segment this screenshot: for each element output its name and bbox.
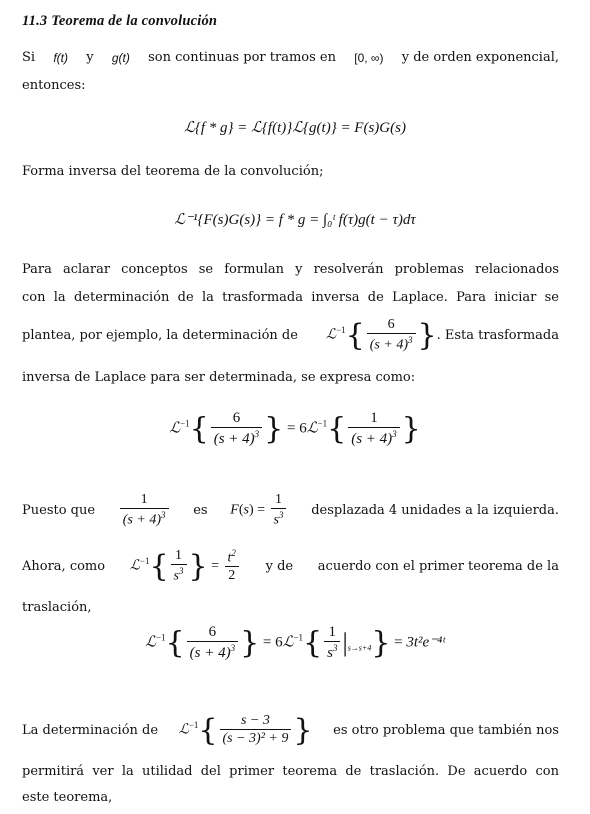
formula-1-text: ℒ{f * g} = ℒ{f(t)}ℒ{g(t)} = F(s)G(s) (184, 120, 406, 136)
para2-a: La determinación de (22, 722, 159, 738)
puesto-b: desplazada 4 unidades a la izquierda. (311, 502, 559, 518)
puesto-es: es (193, 502, 208, 518)
section-heading: 11.3 Teorema de la convolución (22, 13, 218, 29)
para2-line-3: este teorema, (22, 790, 113, 805)
result-value: 3t²e⁻⁴ᵗ (406, 634, 445, 651)
para1-line-3 (22, 318, 559, 352)
para2-b: es otro problema que también nos (333, 722, 559, 738)
inverse-intro: Forma inversa del teorema de la convolución; (22, 164, 324, 179)
para2-expr: ℒ$^{-1}${ $\frac{s - 3}{\text{(s − 3)² + 9}}$ } (178, 712, 313, 748)
eq2-den-b: (s + 4) (351, 431, 393, 447)
frac-numerator: 6 (387, 316, 395, 332)
para1-line-2 (22, 290, 559, 305)
puesto-den: (s + 4) (122, 512, 161, 528)
intro-line-1 (22, 50, 559, 65)
eq2-num-6: 6 (232, 410, 241, 426)
para1-line-1-text: Para aclarar conceptos se formulan y resolverán problemas relacionados (22, 262, 559, 277)
para1-line-4: inversa de Laplace para ser determinada, se expresa como: (22, 370, 416, 385)
para2-line-2-text: permitirá ver la utilidad del primer teorema de traslación. De acuerdo con (22, 764, 559, 779)
intro-line-2: entonces: (22, 78, 86, 93)
intro-rest: son continuas por tramos en (148, 50, 336, 65)
ahora-c: acuerdo con el primer teorema de la (317, 558, 559, 574)
para2-line-1 (22, 710, 559, 750)
intro-y: y (86, 50, 94, 65)
intro-g: g(t) (111, 50, 130, 65)
shift-subscript: s→s+4 (347, 643, 372, 653)
frac-denominator: (s + 4) (369, 337, 408, 353)
para2-line-2 (22, 764, 559, 779)
intro-tail: y de orden exponencial, (401, 50, 559, 65)
inverse-laplace-expr-1: ℒ$^{-1}${ $\frac{6}{(s + 4)^3}$ } (326, 316, 437, 353)
eq2-den-a: (s + 4) (213, 431, 255, 447)
puesto-a: Puesto que (22, 502, 96, 518)
expansion-equation: ℒ$^{-1}${ $\frac{6}{(s + 4)^3}$ } = 6ℒ$^{-1}${ $\frac{1}{(s + 4)^3}$ } (169, 410, 421, 447)
intro-si: Si (22, 50, 36, 65)
ahora-b: y de (265, 558, 294, 574)
ahora-line (22, 546, 559, 586)
res-den: (s + 4) (189, 645, 231, 661)
ahora-a: Ahora, como (22, 558, 106, 574)
puesto-frac: $\frac{1}{(s + 4)^3}$ (120, 492, 169, 529)
ahora-expr: ℒ$^{-1}${ $\frac{1}{s^3}$ } = $\frac{t^2}{2}$ (130, 548, 241, 585)
eq2-num-1: 1 (370, 410, 378, 426)
para1-line-3b: . Esta trasformada (436, 327, 559, 343)
para1-line-1 (22, 262, 559, 277)
formula-2-text: ℒ⁻¹{F(s)G(s)} = f * g = ∫₀ᵗ f(τ)g(t − τ)dτ (174, 212, 416, 228)
intro-interval: [0, ∞) (354, 50, 384, 65)
para1-line-3a: plantea, por ejemplo, la determinación de (22, 327, 298, 343)
inverse-convolution-formula (0, 210, 590, 229)
convolution-formula (0, 118, 590, 137)
para1-line-2-text: con la determinación de la trasformada inversa de Laplace. Para iniciar se (22, 290, 559, 305)
ahora-line-2: traslación, (22, 600, 92, 615)
F-of-s: F(s) = $\frac{1}{s^3}$ (230, 492, 288, 529)
frac-s3-den: (s − 3)² + 9 (220, 729, 292, 747)
result-equation: ℒ$^{-1}${ $\frac{6}{(s + 4)^3}$ } = 6ℒ$^{-1}${ $\frac{1}{s^3}$ $|_{s\to s+4}$} = 3t²e⁻⁴ᵗ (145, 624, 445, 661)
puesto-line (22, 490, 559, 530)
frac-s3-num: s − 3 (240, 713, 270, 728)
puesto-num: 1 (140, 491, 148, 507)
intro-f: f(t) (53, 50, 68, 65)
